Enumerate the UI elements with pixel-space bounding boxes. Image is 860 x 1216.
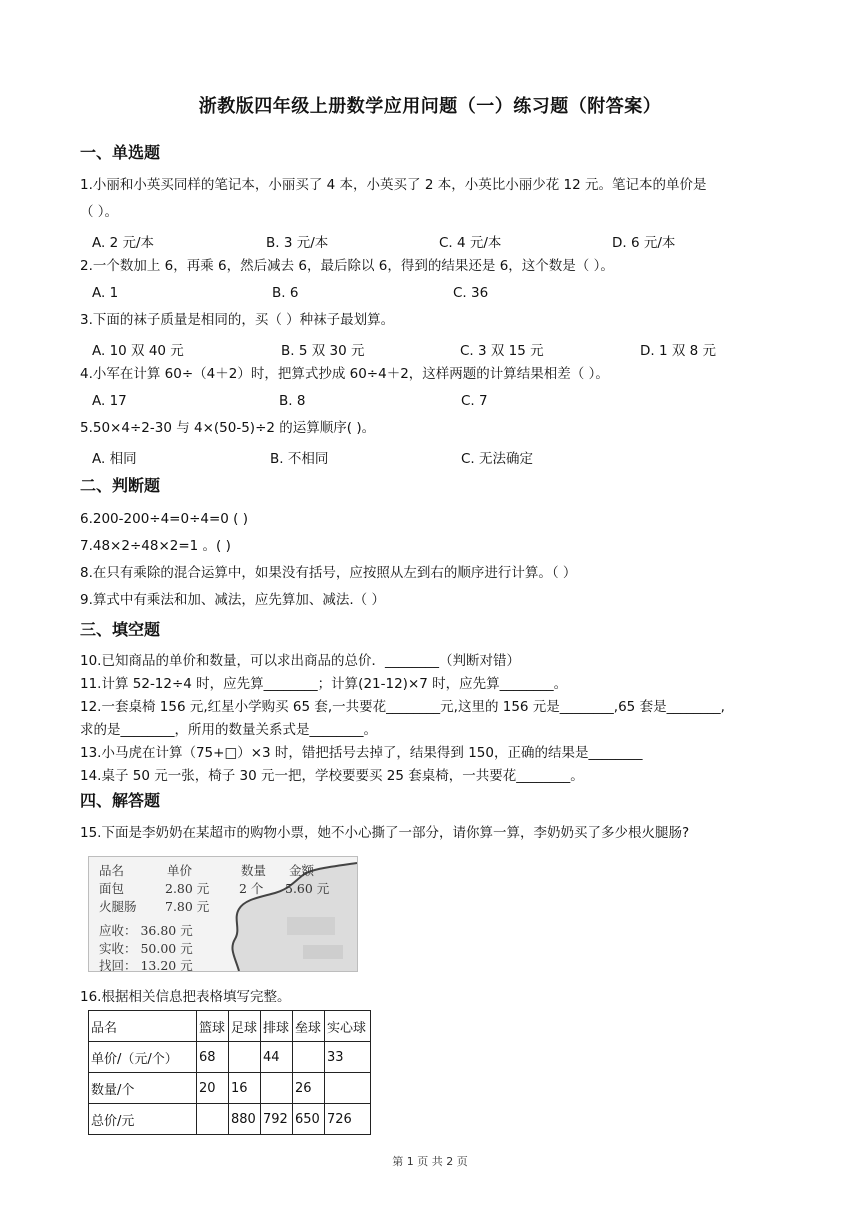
table-cell: 880 <box>229 1104 261 1135</box>
page-footer: 第 1 页 共 2 页 <box>392 1155 468 1168</box>
table-cell: 垒球 <box>293 1011 325 1042</box>
table-row <box>89 1042 371 1073</box>
option-b[interactable]: B. 不相同 <box>270 451 329 467</box>
table-cell: 总价/元 <box>89 1104 197 1135</box>
option-a[interactable]: A. 2 元/本 <box>92 235 155 251</box>
option-a[interactable]: A. 10 双 40 元 <box>92 343 184 359</box>
option-c[interactable]: C. 7 <box>461 393 488 409</box>
option-b[interactable]: B. 6 <box>272 285 299 301</box>
section-heading-single-choice: 一、单选题 <box>80 143 161 162</box>
table-cell[interactable] <box>293 1042 325 1073</box>
question-4-options <box>80 393 780 413</box>
table-row <box>89 1104 371 1135</box>
table-cell: 排球 <box>261 1011 293 1042</box>
question-15: 15.下面是李奶奶在某超市的购物小票，她不小心撕了一部分，请你算一算，李奶奶买了多少根火腿肠? <box>80 825 690 841</box>
option-c[interactable]: C. 无法确定 <box>461 451 534 467</box>
section-heading-word-problems: 四、解答题 <box>80 791 161 810</box>
question-1-options <box>80 231 780 251</box>
table-cell[interactable] <box>261 1073 293 1104</box>
question-7: 7.48×2÷48×2=1 。( ) <box>80 538 231 554</box>
table-cell: 44 <box>261 1042 293 1073</box>
table-cell: 726 <box>325 1104 371 1135</box>
receipt-change: 找回： 13.20 元 <box>99 958 193 972</box>
option-d[interactable]: D. 6 元/本 <box>612 235 676 251</box>
question-6: 6.200-200÷4=0÷4=0 ( ) <box>80 511 249 527</box>
table-cell: 品名 <box>89 1011 197 1042</box>
question-4: 4.小军在计算 60÷（4＋2）时，把算式抄成 60÷4＋2，这样两题的计算结果相差（ ）。 <box>80 366 609 382</box>
question-2-options <box>80 285 780 305</box>
question-16: 16.根据相关信息把表格填写完整。 <box>80 989 291 1005</box>
table-cell: 足球 <box>229 1011 261 1042</box>
table-cell: 68 <box>197 1042 229 1073</box>
receipt-header-price: 单价 <box>167 863 193 878</box>
receipt-header-qty: 数量 <box>241 863 267 878</box>
option-c[interactable]: C. 36 <box>453 285 489 301</box>
option-d[interactable]: D. 1 双 8 元 <box>640 343 717 359</box>
question-1-line-2: （ ）。 <box>80 204 119 220</box>
table-cell[interactable] <box>325 1073 371 1104</box>
question-1-line-1: 1.小丽和小英买同样的笔记本，小丽买了 4 本，小英买了 2 本，小英比小丽少花 12 元。笔记本的单价是 <box>80 177 707 193</box>
option-b[interactable]: B. 3 元/本 <box>266 235 329 251</box>
option-a[interactable]: A. 17 <box>92 393 127 409</box>
receipt-item-qty: 2 个 <box>239 881 264 896</box>
table-cell[interactable] <box>229 1042 261 1073</box>
table-row <box>89 1011 371 1042</box>
table-cell: 16 <box>229 1073 261 1104</box>
receipt-item-name: 火腿肠 <box>99 899 137 914</box>
table-cell[interactable] <box>197 1104 229 1135</box>
question-11: 11.计算 52-12÷4 时，应先算________；计算(21-12)×7 时，应先算________。 <box>80 676 568 692</box>
option-b[interactable]: B. 5 双 30 元 <box>281 343 365 359</box>
receipt-item-amount: 5.60 元 <box>285 881 330 896</box>
option-b[interactable]: B. 8 <box>279 393 306 409</box>
receipt-item-price: 2.80 元 <box>165 881 210 896</box>
receipt-image <box>88 856 358 972</box>
question-3: 3.下面的袜子质量是相同的，买（ ）种袜子最划算。 <box>80 312 395 328</box>
section-heading-true-false: 二、判断题 <box>80 476 161 495</box>
receipt-amount-due: 应收： 36.80 元 <box>99 923 193 938</box>
table-cell: 26 <box>293 1073 325 1104</box>
question-14: 14.桌子 50 元一张，椅子 30 元一把，学校要要买 25 套桌椅，一共要花________。 <box>80 768 584 784</box>
question-13: 13.小马虎在计算（75+□）×3 时，错把括号去掉了，结果得到 150，正确的结果是________ <box>80 745 643 761</box>
question-12-line-1: 12.一套桌椅 156 元,红星小学购买 65 套,一共要花________元,这里的 156 元是________,65 套是________, <box>80 699 725 715</box>
table-cell: 33 <box>325 1042 371 1073</box>
question-10: 10.已知商品的单价和数量，可以求出商品的总价．________（判断对错） <box>80 653 520 669</box>
option-c[interactable]: C. 4 元/本 <box>439 235 502 251</box>
receipt-item-name: 面包 <box>99 881 125 896</box>
receipt-amount-paid: 实收： 50.00 元 <box>99 941 193 956</box>
question-3-options <box>80 339 780 359</box>
table-cell: 篮球 <box>197 1011 229 1042</box>
table-cell: 792 <box>261 1104 293 1135</box>
table-cell: 数量/个 <box>89 1073 197 1104</box>
option-a[interactable]: A. 相同 <box>92 451 137 467</box>
table-cell: 650 <box>293 1104 325 1135</box>
table-cell: 实心球 <box>325 1011 371 1042</box>
question-5: 5.50×4÷2-30 与 4×(50-5)÷2 的运算顺序( )。 <box>80 420 376 436</box>
question-5-options <box>80 447 780 467</box>
question-9: 9.算式中有乘法和加、减法，应先算加、减法.（ ） <box>80 592 385 608</box>
question-12-line-2: 求的是________，所用的数量关系式是________。 <box>80 722 377 738</box>
table-cell: 20 <box>197 1073 229 1104</box>
receipt-item-price: 7.80 元 <box>165 899 210 914</box>
page-title: 浙教版四年级上册数学应用问题（一）练习题（附答案） <box>198 96 662 117</box>
receipt-header-amount: 金额 <box>289 863 315 878</box>
option-c[interactable]: C. 3 双 15 元 <box>460 343 544 359</box>
table-cell: 单价/（元/个） <box>89 1042 197 1073</box>
question-8: 8.在只有乘除的混合运算中，如果没有括号，应按照从左到右的顺序进行计算。（ ） <box>80 565 577 581</box>
table-row <box>89 1073 371 1104</box>
question-2: 2.一个数加上 6，再乘 6，然后减去 6，最后除以 6，得到的结果还是 6，这个数是（ ）。 <box>80 258 614 274</box>
section-heading-fill-blank: 三、填空题 <box>80 620 161 639</box>
receipt-header-item: 品名 <box>99 863 125 878</box>
sports-goods-table <box>88 1010 371 1135</box>
option-a[interactable]: A. 1 <box>92 285 119 301</box>
